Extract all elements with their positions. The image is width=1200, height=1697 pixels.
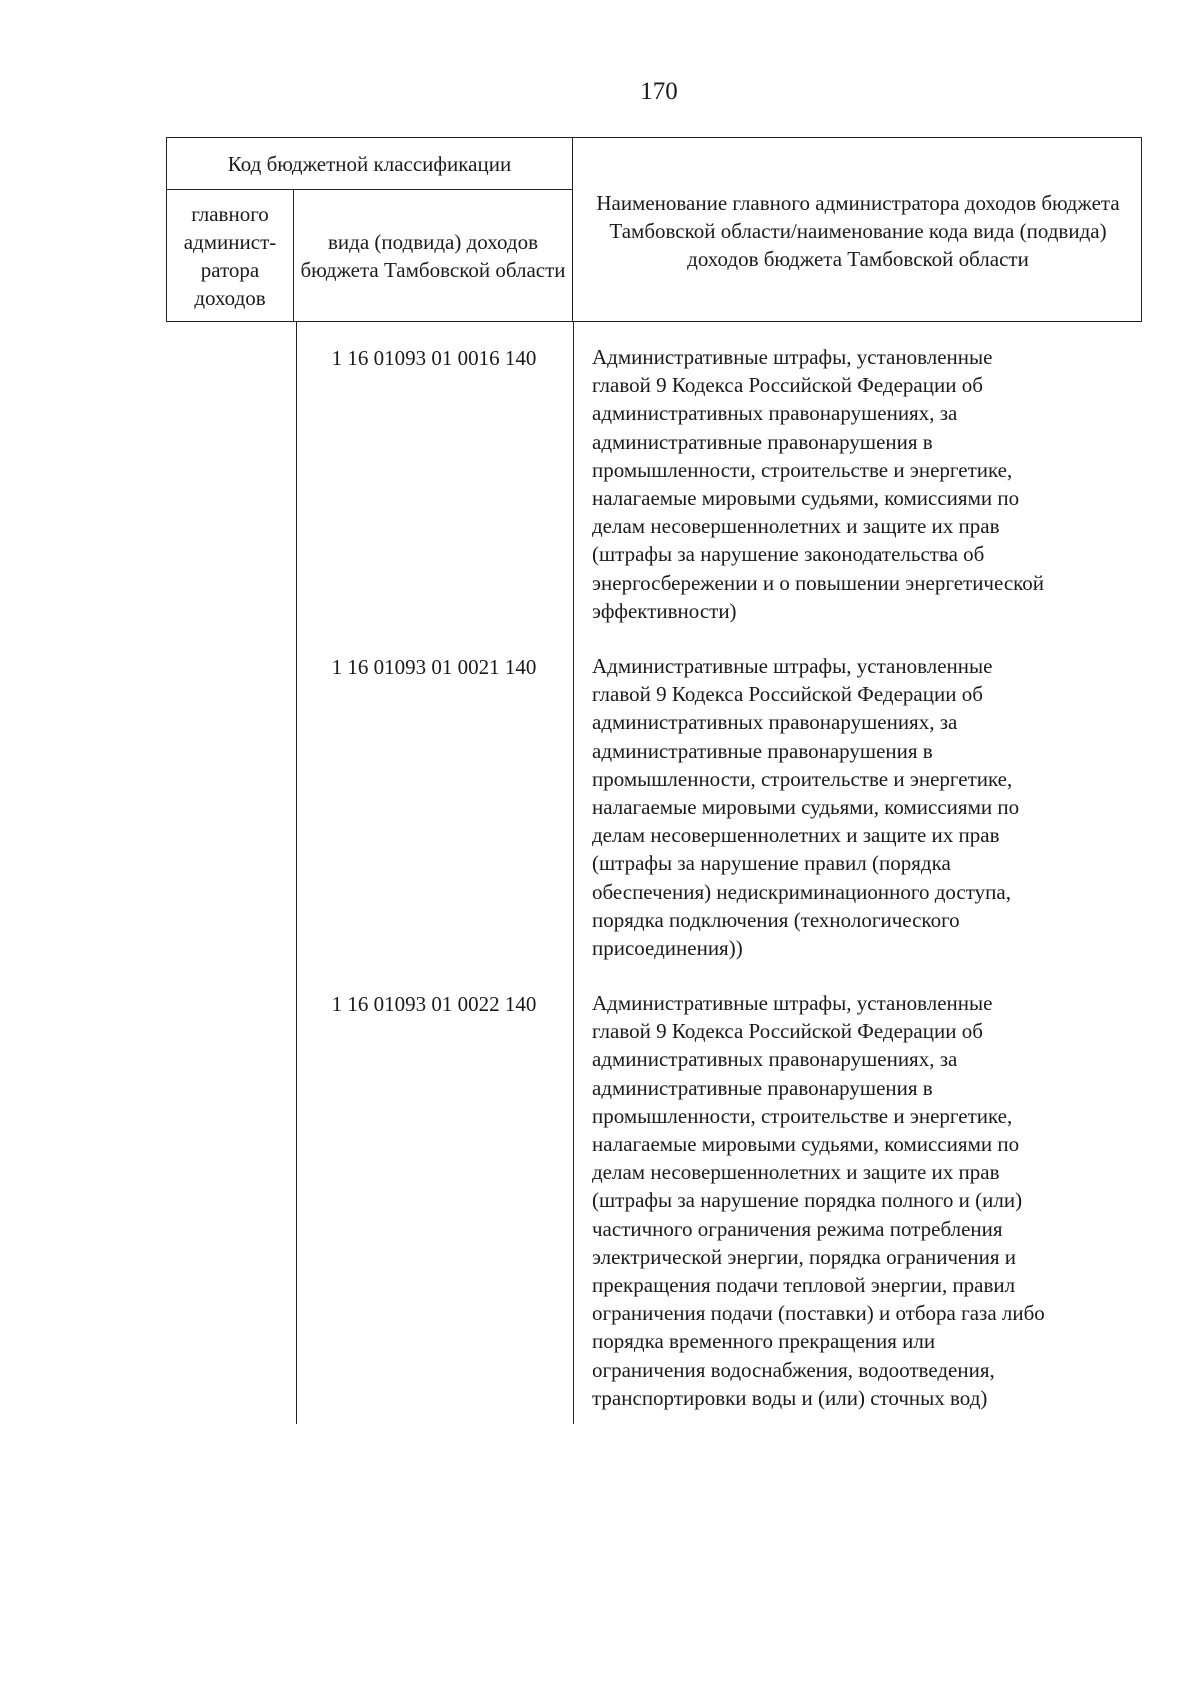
- row-3-code: 1 16 01093 01 0022 140: [331, 992, 537, 1016]
- row-1-code: 1 16 01093 01 0016 140: [331, 346, 537, 370]
- body-divider-right: [573, 322, 574, 1424]
- header-name: Наименование главного администратора доходов бюджета Тамбовской области/наименование кода вида (подвида) доходов бюджета Тамбовской области: [596, 190, 1120, 271]
- row-2-code: 1 16 01093 01 0021 140: [331, 655, 537, 679]
- body-divider-left: [296, 322, 297, 1424]
- header-chief-administrator: главного админист-ратора доходов: [183, 202, 277, 310]
- page-number: 170: [640, 78, 678, 105]
- row-3-description: Административные штрафы, установленные главой 9 Кодекса Российской Федерации об административных правонарушениях, за административные правонарушения в промышленности, строительстве и энергетике, налагаемые мировыми судьями, комиссиями по делам несовершеннолетних и защите их прав (штрафы за нарушение порядка полного и (или) частичного ограничения режима потребления электрической энергии, порядка ограничения и прекращения подачи тепловой энергии, правил ограничения подачи (поставки) и отбора газа либо порядка временного прекращения или ограничения водоснабжения, водоотведения, транспортировки воды и (или) сточных вод): [592, 991, 1045, 1410]
- header-budget-classification-code: Код бюджетной классификации: [227, 151, 512, 176]
- table-header: [166, 137, 1142, 322]
- header-revenue-kind: вида (подвида) доходов бюджета Тамбовской области: [300, 230, 566, 282]
- row-2-description: Административные штрафы, установленные главой 9 Кодекса Российской Федерации об административных правонарушениях, за административные правонарушения в промышленности, строительстве и энергетике, налагаемые мировыми судьями, комиссиями по делам несовершеннолетних и защите их прав (штрафы за нарушение правил (порядка обеспечения) недискриминационного доступа, порядка подключения (технологического присоединения)): [592, 654, 1020, 961]
- row-1-description: Административные штрафы, установленные главой 9 Кодекса Российской Федерации об административных правонарушениях, за административные правонарушения в промышленности, строительстве и энергетике, налагаемые мировыми судьями, комиссиями по делам несовершеннолетних и защите их прав (штрафы за нарушение законодательства об энергосбережении и о повышении энергетической эффективности): [592, 345, 1045, 623]
